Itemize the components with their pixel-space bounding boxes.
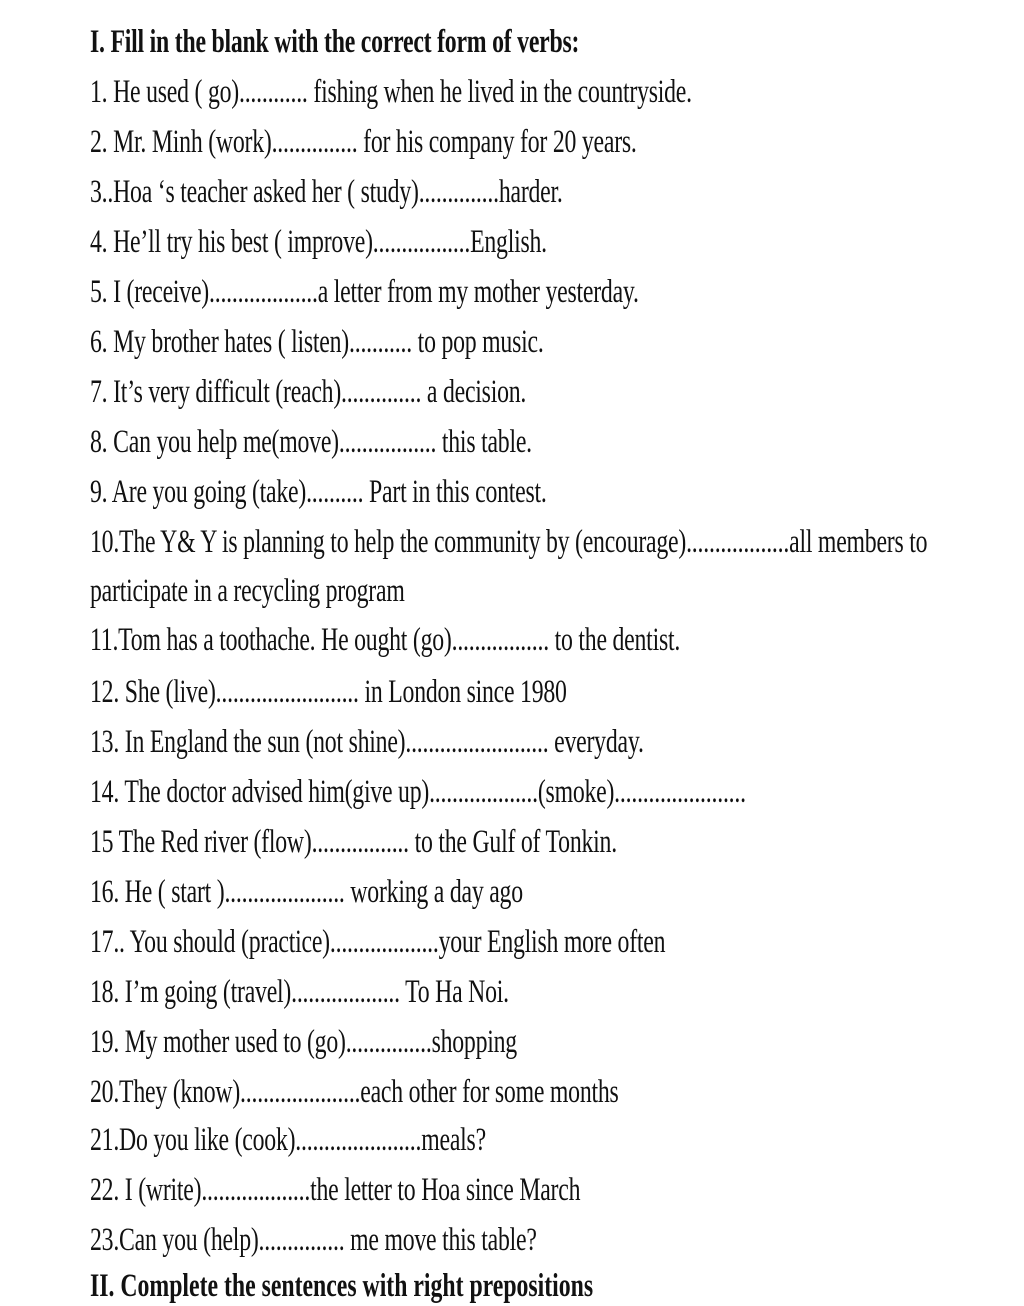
- exercise-item-4: 4. He’ll try his best ( improve).................English.: [90, 224, 547, 260]
- exercise-item-6: 6. My brother hates ( listen)........... to pop music.: [90, 324, 544, 360]
- exercise-item-11: 11.Tom has a toothache. He ought (go)................. to the dentist.: [90, 622, 681, 658]
- exercise-item-19: 19. My mother used to (go)...............shopping: [90, 1024, 517, 1060]
- exercise-item-10-continued: participate in a recycling program: [90, 573, 405, 609]
- exercise-item-14: 14. The doctor advised him(give up)...................(smoke).......................: [90, 774, 746, 810]
- exercise-item-9: 9. Are you going (take).......... Part in this contest.: [90, 474, 547, 510]
- exercise-item-13: 13. In England the sun (not shine)......................... everyday.: [90, 724, 644, 760]
- exercise-item-18: 18. I’m going (travel)................... To Ha Noi.: [90, 974, 509, 1010]
- exercise-item-17: 17.. You should (practice)...................your English more often: [90, 924, 666, 960]
- exercise-item-16: 16. He ( start )..................... working a day ago: [90, 874, 523, 910]
- exercise-item-5: 5. I (receive)...................a letter from my mother yesterday.: [90, 274, 639, 310]
- next-section-heading-cut-off: II. Complete the sentences with right prepositions: [90, 1268, 594, 1304]
- exercise-item-3: 3..Hoa ‘s teacher asked her ( study)..............harder.: [90, 174, 563, 210]
- exercise-item-22: 22. I (write)...................the letter to Hoa since March: [90, 1172, 581, 1208]
- exercise-item-20: 20.They (know).....................each other for some months: [90, 1074, 619, 1110]
- exercise-item-21: 21.Do you like (cook)......................meals?: [90, 1122, 486, 1158]
- exercise-item-15: 15 The Red river (flow)................. to the Gulf of Tonkin.: [90, 824, 617, 860]
- exercise-item-8: 8. Can you help me(move)................. this table.: [90, 424, 532, 460]
- exercise-item-2: 2. Mr. Minh (work)............... for his company for 20 years.: [90, 124, 637, 160]
- exercise-item-12: 12. She (live)......................... in London since 1980: [90, 674, 567, 710]
- exercise-item-1: 1. He used ( go)............ fishing when he lived in the countryside.: [90, 74, 692, 110]
- exercise-item-10: 10.The Y& Y is planning to help the community by (encourage)..................all members to: [90, 524, 928, 560]
- section-heading: I. Fill in the blank with the correct form of verbs:: [90, 24, 580, 60]
- exercise-item-23: 23.Can you (help)............... me move this table?: [90, 1222, 537, 1258]
- exercise-item-7: 7. It’s very difficult (reach).............. a decision.: [90, 374, 527, 410]
